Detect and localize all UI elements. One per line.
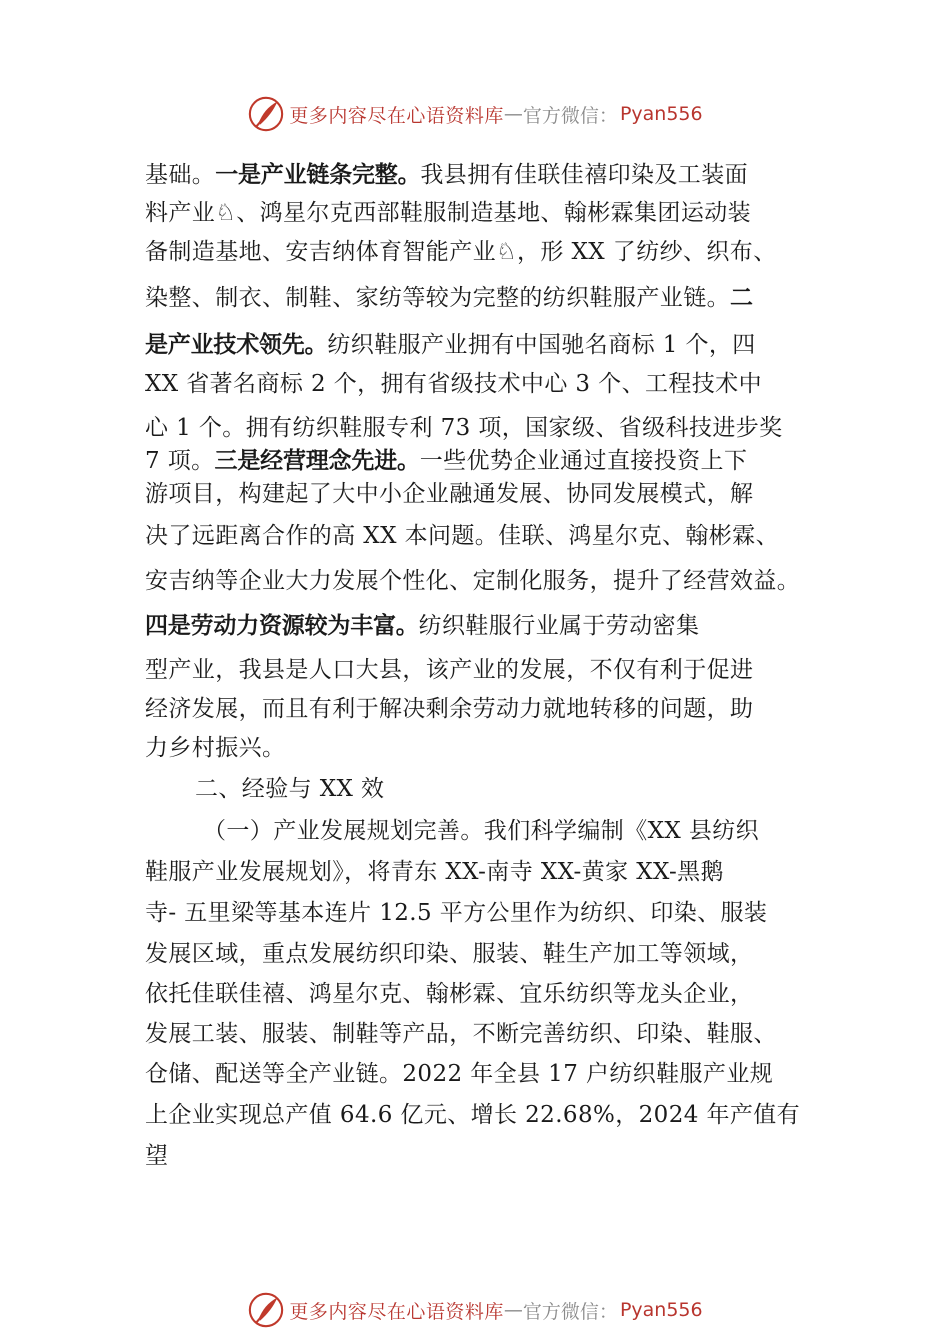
text-line: 是产业技术领先。纺织鞋服产业拥有中国驰名商标 1 个，四 — [145, 332, 756, 358]
text-line: 望 — [145, 1143, 169, 1169]
text-line: 发展区域，重点发展纺织印染、服装、鞋生产加工等领域， — [145, 941, 754, 967]
text-line: 料产业♘、鸿星尔克西部鞋服制造基地、翰彬霖集团运动装 — [145, 200, 752, 226]
footer-watermark — [0, 1290, 950, 1330]
quill-pen-logo-icon — [247, 95, 285, 133]
text-line: 染整、制衣、制鞋、家纺等较为完整的纺织鞋服产业链。二 — [145, 285, 753, 311]
text-line: 7 项。三是经营理念先进。一些优势企业通过直接投资上下 — [145, 448, 748, 474]
text-line: 力乡村振兴。 — [145, 735, 286, 761]
bold-heading: 一是产业链条完整。 — [215, 162, 421, 188]
watermark-dash: — — [503, 1299, 523, 1321]
watermark-dash: — — [503, 103, 523, 125]
quill-pen-logo-icon — [247, 1291, 285, 1329]
text-line: 基础。一是产业链条完整。我县拥有佳联佳禧印染及工装面 — [145, 162, 749, 188]
header-watermark — [0, 94, 950, 134]
text-line: 型产业，我县是人口大县，该产业的发展，不仅有利于促进 — [145, 657, 754, 683]
text-line: 心 1 个。拥有纺织鞋服专利 73 项，国家级、省级科技进步奖 — [145, 415, 783, 441]
watermark-text: 更多内容尽在心语资料库 — [289, 1300, 504, 1323]
text-line: 备制造基地、安吉纳体育智能产业♘，形 XX 了纺纱、织布、 — [145, 239, 777, 265]
text-line: 发展工装、服装、制鞋等产品，不断完善纺织、印染、鞋服、 — [145, 1021, 777, 1047]
text-line: 经济发展，而且有利于解决剩余劳动力就地转移的问题，助 — [145, 696, 754, 722]
section-heading: 二、经验与 XX 效 — [195, 776, 385, 802]
bold-heading: 二 — [730, 285, 753, 311]
text-line: 依托佳联佳禧、鸿星尔克、翰彬霖、宜乐纺织等龙头企业， — [145, 981, 754, 1007]
watermark-text: 更多内容尽在心语资料库 — [289, 104, 504, 127]
text-line: 寺- 五里梁等基本连片 12.5 平方公里作为纺织、印染、服装 — [145, 900, 768, 926]
subsection-heading: （一）产业发展规划完善。我们科学编制《XX 县纺织 — [203, 818, 760, 844]
wechat-label: 官方微信： — [522, 1300, 618, 1323]
bold-heading: 四是劳动力资源较为丰富。 — [145, 613, 419, 639]
text-line: 安吉纳等企业大力发展个性化、定制化服务，提升了经营效益。 — [145, 568, 801, 594]
text-line: 游项目，构建起了大中小企业融通发展、协同发展模式，解 — [145, 481, 754, 507]
text-line: 仓储、配送等全产业链。2022 年全县 17 户纺织鞋服产业规 — [145, 1061, 774, 1087]
bold-heading: 三是经营理念先进。 — [214, 448, 420, 474]
wechat-id: Pyan556 — [619, 103, 703, 125]
text-line: 四是劳动力资源较为丰富。纺织鞋服行业属于劳动密集 — [145, 613, 700, 639]
text-line: 上企业实现总产值 64.6 亿元、增长 22.68%，2024 年产值有 — [145, 1102, 801, 1128]
text-line: 鞋服产业发展规划》，将青东 XX-南寺 XX-黄家 XX-黑鹅 — [145, 859, 724, 885]
wechat-id: Pyan556 — [619, 1299, 703, 1321]
bold-heading: 是产业技术领先。 — [145, 332, 328, 358]
text-line: 决了远距离合作的高 XX 本问题。佳联、鸿星尔克、翰彬霖、 — [145, 523, 779, 549]
wechat-label: 官方微信： — [522, 104, 618, 127]
text-line: XX 省著名商标 2 个，拥有省级技术中心 3 个、工程技术中 — [145, 371, 762, 397]
